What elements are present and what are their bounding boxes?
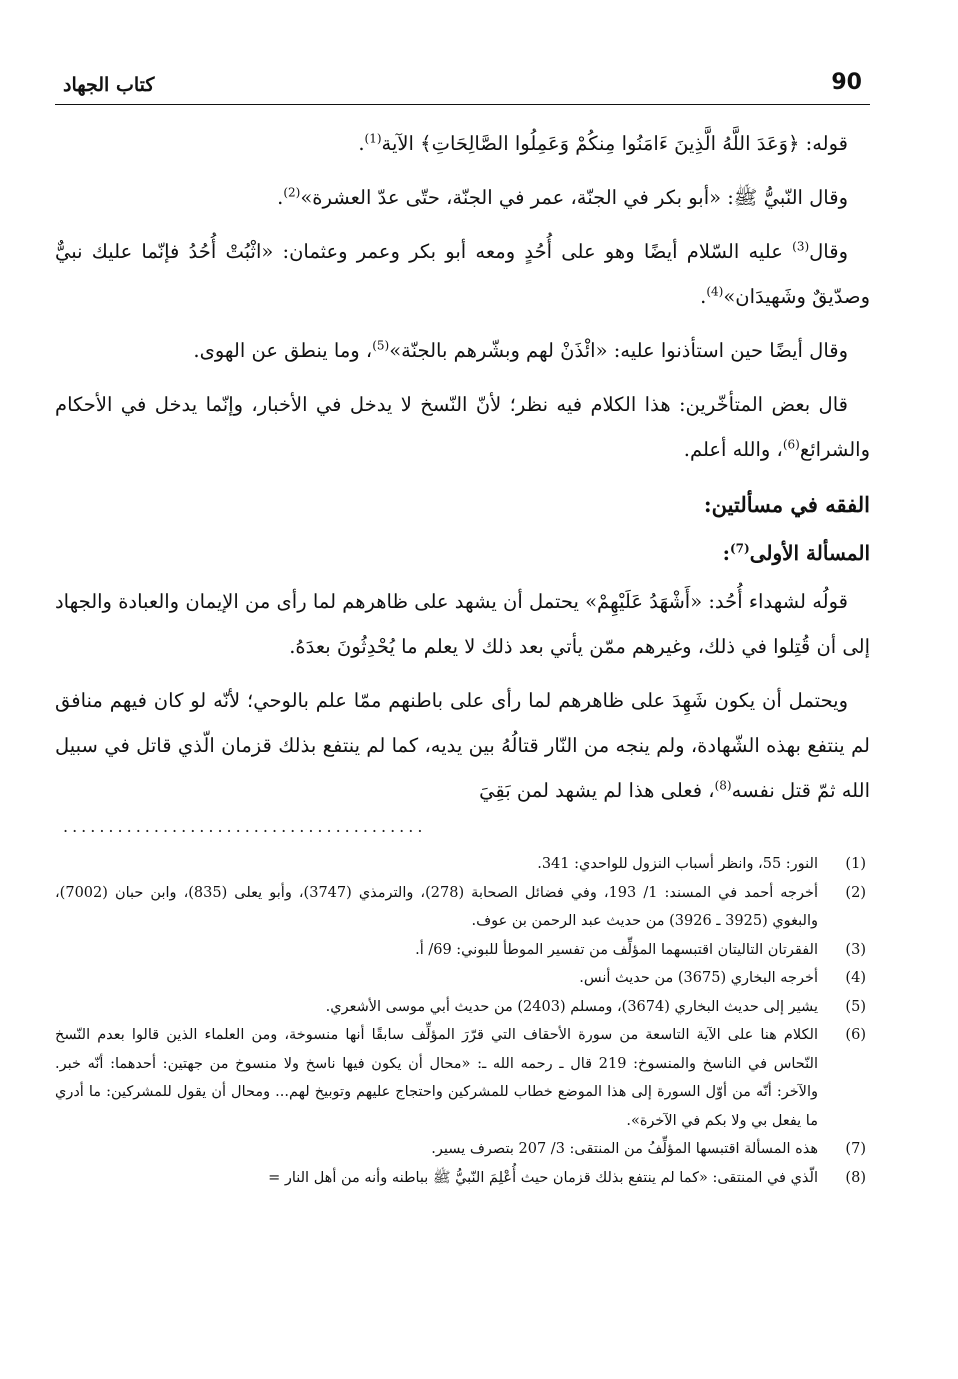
paragraph-hadith-uhud: وقال$^{(3)}$ عليه السّلام أيضًا وهو على أُحُدٍ ومعه أبو بكر وعمر وعثمان: «اثْبُتْ أُحُدُ فإنّما عليك نبيٌّ وصدّيقٌ وشَهيدَان»$^{(4)}$. (55, 239, 870, 308)
footnote-number: (1) (845, 856, 866, 872)
footnote-number: (5) (845, 998, 866, 1015)
section-heading: الفقه في مسألتين: (703, 492, 870, 517)
footnote-ref-3: (3) (792, 239, 810, 254)
footnote-item (55, 1135, 870, 1164)
book-page (55, 60, 870, 1192)
paragraph-hadith-ten: وقال النّبيُّ ﷺ: «أبو بكر في الجنّة، عمر في الجنّة، حتّى عدّ العشرة»$^{(2)}$. (277, 185, 848, 209)
page-header (55, 60, 870, 105)
footnote-number: (2) (845, 884, 866, 901)
footnote-separator: ........................................ (63, 817, 427, 836)
footnotes (55, 850, 870, 1192)
footnote-text: النور: 55، وانظر أسباب النزول للواحدي: 341. (537, 856, 818, 872)
footnote-text: أخرجه أحمد في المسند: 1/ 193، وفي فضائل الصحابة (278)، والترمذي (3747)، وأبو يعلى (835)، وابن حبان (7002)، والبغوي (3925 ـ 3926) من حديث عبد الرحمن بن عوف. (55, 884, 819, 929)
footnote-number: (7) (845, 1141, 866, 1157)
footnote-ref-2: (2) (283, 185, 301, 200)
subheading-first-issue: المسألة الأولى$^{(7)}$: (722, 541, 870, 565)
footnote-item (55, 993, 870, 1022)
footnote-ref-8: (8) (714, 778, 732, 793)
footnote-text: هذه المسألة اقتبسها المؤلِّفُ من المنتقى: 3/ 207 بتصرف يسير. (431, 1141, 818, 1157)
footnote-number: (6) (845, 1027, 866, 1043)
footnote-text: الكلام هنا على الآية التاسعة من سورة الأحقاف التي قرّرَ المؤلِّف سابقًا أنها منسوخة، ومن العلماء الذين قالوا بعدم النّسخ النّحاس في الناسخ والمنسوخ: 219 قال ـ رحمه الله ـ: «محال أن يكون فيها ناسخ ولا منسوخ من جهتين: أحدهما: أنّه خبر. والآخر: أنّه من أوّل السورة إلى هذا الموضع خطاب للمشركين واحتجاج عليهم وتوبيخ لهم... ومحال أن يقول للمشركين: ما أدري ما يفعل بي ولا بكم في الآخرة». (55, 1027, 818, 1129)
footnote-number: (4) (845, 970, 866, 986)
footnote-ref-7: (7) (729, 541, 750, 556)
footnote-number: (3) (845, 941, 866, 958)
paragraph-hadith-permission: وقال أيضًا حين استأذنوا عليه: «ائْذَنْ لهم وبشّرهم بالجنّة»$^{(5)}$، وما ينطق عن الهوى. (193, 338, 848, 362)
paragraph-abrogation-note: قال بعض المتأخّرين: هذا الكلام فيه نظر؛ لأنّ النّسخ لا يدخل في الأخبار، وإنّما يدخل في الأحكام والشرائع$^{(6)}$، والله أعلم. (55, 393, 870, 461)
footnote-text: أخرجه البخاري (3675) من حديث أنس. (579, 970, 818, 986)
footnote-text: يشير إلى حديث البخاري (3674)، ومسلم (2403) من حديث أبي موسى الأشعري. (325, 998, 818, 1015)
footnote-text: الّذي في المنتقى: «كما لم ينتفع بذلك قزمان حيث أُعْلِمَ النّبيُّ ﷺ بباطنه وأنه من أهل النار = (268, 1169, 818, 1186)
running-title: كتاب الجهاد (63, 74, 155, 96)
footnote-item (55, 1021, 870, 1135)
main-text (55, 121, 870, 813)
paragraph-verse-quote: قوله: ﴿وَعَدَ اللَّهُ الَّذِينَ ءَامَنُوا مِنكُمْ وَعَمِلُوا الصَّالِحَاتِ﴾ الآية$^{(1)}$. (358, 131, 848, 155)
footnote-item (55, 1164, 870, 1193)
footnote-item (55, 936, 870, 965)
paragraph-testimony-1: قولُه لشهداء أُحُد: «أَشْهَدُ عَلَيْهِمْ» يحتمل أن يشهد على ظاهرهم لما رأى من الإيمان والعبادة والجهاد إلى أن قُتِلوا في ذلك، وغيرهم ممّن يأتي بعد ذلك لا يعلم ما يُحْدِثُونَ بعدَهُ. (55, 590, 870, 658)
footnote-number: (8) (845, 1169, 866, 1186)
footnote-ref-1: (1) (364, 131, 382, 146)
footnote-item (55, 850, 870, 879)
footnote-item (55, 879, 870, 936)
footnote-ref-4: (4) (706, 284, 724, 299)
footnote-ref-6: (6) (782, 437, 800, 452)
paragraph-testimony-2: ويحتمل أن يكون شَهِدَ على ظاهرهم لما رأى على باطنهم ممّا علم بالوحي؛ لأنّه لو كان فيهم منافق لم ينتفع بهذه الشّهادة، ولم ينجه من النّار قتالُهُ بين يديه، كما لم ينتفع بذلك قزمان الّذي قاتل في سبيل الله ثمّ قتل نفسه$^{(8)}$، فعلى هذا لم يشهد لمن بَقِيَ (55, 689, 870, 802)
page-number: 90 (831, 70, 862, 95)
footnote-text: الفقرتان التاليتان اقتبسهما المؤلِّف من تفسير الموطأ للبوني: 69/ أ. (415, 941, 818, 958)
footnote-item (55, 964, 870, 993)
footnote-ref-5: (5) (372, 338, 390, 353)
